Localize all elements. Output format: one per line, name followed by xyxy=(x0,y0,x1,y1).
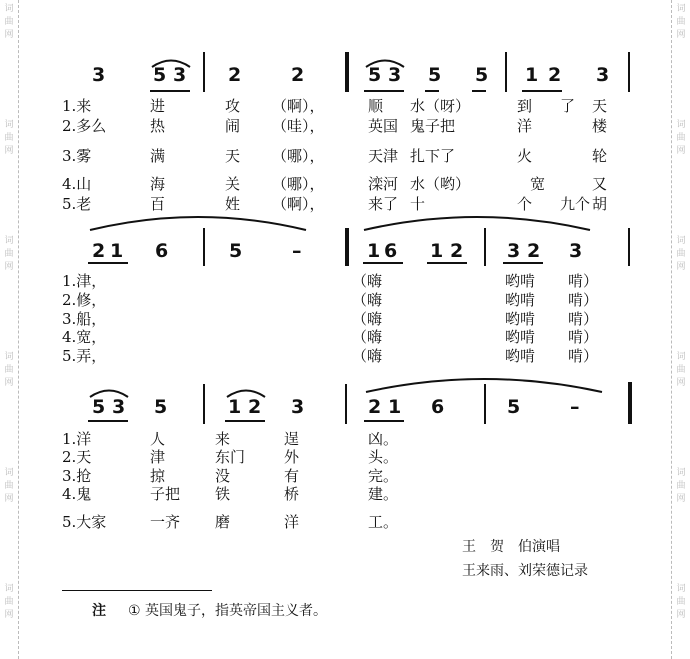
note: 5 xyxy=(153,64,167,86)
watermark-char: 词 xyxy=(676,4,686,14)
watermark-char: 词 xyxy=(4,468,14,478)
watermark-char: 词 xyxy=(676,236,686,246)
note: 3 xyxy=(291,396,305,418)
beam xyxy=(364,90,404,92)
lyric-word: 4.山 xyxy=(62,175,92,193)
lyric-word: 又 xyxy=(592,175,608,193)
lyric-word: 天 xyxy=(225,147,241,165)
note: 2 xyxy=(450,240,464,262)
lyric-word: 头。 xyxy=(368,448,399,466)
lyric-word: 啃） xyxy=(568,347,599,365)
lyric-word: 哟啃 xyxy=(505,291,536,309)
lyric-word: 攻 xyxy=(225,97,241,115)
lyric-word: 十 xyxy=(410,195,426,213)
note: 3 xyxy=(92,64,106,86)
note: 1 xyxy=(228,396,242,418)
barline xyxy=(628,228,630,266)
beam xyxy=(364,420,404,422)
note: 3 xyxy=(507,240,521,262)
beam xyxy=(427,262,467,264)
watermark-char: 网 xyxy=(4,262,14,272)
beam xyxy=(88,262,128,264)
barline xyxy=(203,228,205,266)
watermark-char: 曲 xyxy=(4,597,14,607)
watermark-char: 网 xyxy=(4,146,14,156)
note: 2 xyxy=(291,64,305,86)
lyric-word: 关 xyxy=(225,175,241,193)
watermark-char: 曲 xyxy=(676,597,686,607)
lyric-word: 3.抢 xyxy=(62,467,92,485)
lyric-word: 子把 xyxy=(150,485,181,503)
lyric-word: 来了 xyxy=(368,195,399,213)
beam xyxy=(472,90,486,92)
watermark-char: 词 xyxy=(4,352,14,362)
note: 6 xyxy=(155,240,169,262)
barline xyxy=(345,384,347,424)
lyric-word: （哇）， xyxy=(272,117,325,135)
note: 3 xyxy=(569,240,583,262)
lyric-word: 哟啃 xyxy=(505,328,536,346)
note: – xyxy=(570,396,580,418)
lyric-word: 3.船， xyxy=(62,310,107,328)
lyric-word: 外 xyxy=(284,448,300,466)
lyric-word: 来 xyxy=(215,430,231,448)
barline xyxy=(505,52,507,92)
right-margin xyxy=(671,0,690,659)
lyric-word: 天 xyxy=(592,97,608,115)
note: 6 xyxy=(431,396,445,418)
watermark-char: 曲 xyxy=(676,365,686,375)
note: 3 xyxy=(112,396,126,418)
lyric-word: 人 xyxy=(150,430,166,448)
lyric-word: 洋 xyxy=(517,117,533,135)
watermark-char: 曲 xyxy=(676,481,686,491)
lyric-word: 没 xyxy=(215,467,231,485)
lyric-word: 姓 xyxy=(225,195,241,213)
watermark-char: 词 xyxy=(4,120,14,130)
lyric-word: 扎下了 xyxy=(410,147,456,165)
lyric-word: 轮 xyxy=(592,147,608,165)
lyric-word: 海 xyxy=(150,175,166,193)
left-margin xyxy=(0,0,19,659)
lyric-word: 磨 xyxy=(215,513,231,531)
lyric-word: 完。 xyxy=(368,467,399,485)
watermark-char: 曲 xyxy=(4,17,14,27)
lyric-word: 4.鬼 xyxy=(62,485,92,503)
lyric-word: 哟啃 xyxy=(505,272,536,290)
lyric-word: 4.宽， xyxy=(62,328,107,346)
lyric-word: 宽 xyxy=(530,175,546,193)
note: 5 xyxy=(368,64,382,86)
note: 1 xyxy=(430,240,444,262)
watermark-char: 网 xyxy=(4,610,14,620)
footnote-text: ① 英国鬼子，指英帝国主义者。 xyxy=(128,603,328,619)
barline xyxy=(203,384,205,424)
lyric-word: （哪）， xyxy=(272,147,325,165)
lyric-word: 热 xyxy=(150,117,166,135)
lyric-word: 一齐 xyxy=(150,513,181,531)
lyric-word: 5.弄， xyxy=(62,347,107,365)
barline xyxy=(484,384,486,424)
watermark-char: 曲 xyxy=(4,481,14,491)
lyric-word: 滦河 xyxy=(368,175,399,193)
lyric-word: 桥 xyxy=(284,485,300,503)
lyric-word: 2.修， xyxy=(62,291,107,309)
lyric-word: 鬼子把 xyxy=(410,117,456,135)
note: 5 xyxy=(154,396,168,418)
lyric-word: 工。 xyxy=(368,513,399,531)
singer-credit: 王 贺 伯演唱 xyxy=(462,539,560,555)
lyric-word: 东门 xyxy=(215,448,246,466)
watermark-char: 网 xyxy=(4,378,14,388)
note: 3 xyxy=(173,64,187,86)
watermark-char: 网 xyxy=(676,494,686,504)
lyric-word: 啃） xyxy=(568,272,599,290)
lyric-word: （啊）， xyxy=(272,97,325,115)
lyric-word: 天津 xyxy=(368,147,399,165)
lyric-word: （嗨 xyxy=(352,347,383,365)
lyric-word: 水（哟） xyxy=(410,175,471,193)
lyric-word: 凶。 xyxy=(368,430,399,448)
note: 2 xyxy=(248,396,262,418)
lyric-word: 5.老 xyxy=(62,195,92,213)
note: 3 xyxy=(388,64,402,86)
beam xyxy=(503,262,543,264)
note: 2 xyxy=(228,64,242,86)
note: 2 xyxy=(527,240,541,262)
lyric-word: 水（呀） xyxy=(410,97,471,115)
lyric-word: 1.洋 xyxy=(62,430,92,448)
lyric-word: 进 xyxy=(150,97,166,115)
note: 1 xyxy=(525,64,539,86)
lyric-word: 到 xyxy=(517,97,533,115)
barline xyxy=(203,52,205,92)
note: 3 xyxy=(596,64,610,86)
lyric-word: 顺 xyxy=(368,97,384,115)
lyric-word: 哟啃 xyxy=(505,347,536,365)
lyric-word: 九个 xyxy=(560,195,591,213)
lyric-word: 楼 xyxy=(592,117,608,135)
lyric-word: 1.津， xyxy=(62,272,107,290)
watermark-char: 曲 xyxy=(676,133,686,143)
beam xyxy=(225,420,265,422)
lyric-word: 胡 xyxy=(592,195,608,213)
watermark-char: 网 xyxy=(676,30,686,40)
lyric-word: 火 xyxy=(517,147,533,165)
watermark-char: 词 xyxy=(676,584,686,594)
watermark-char: 词 xyxy=(4,236,14,246)
lyric-word: 建。 xyxy=(368,485,399,503)
lyric-word: 2.天 xyxy=(62,448,92,466)
lyric-word: （哪）， xyxy=(272,175,325,193)
watermark-char: 曲 xyxy=(4,365,14,375)
lyric-word: 3.雾 xyxy=(62,147,92,165)
note: 1 xyxy=(388,396,402,418)
watermark-char: 网 xyxy=(676,262,686,272)
beam xyxy=(363,262,403,264)
beam xyxy=(88,420,128,422)
lyric-word: （嗨 xyxy=(352,291,383,309)
watermark-char: 曲 xyxy=(676,249,686,259)
barline xyxy=(628,52,630,92)
note: 1 xyxy=(110,240,124,262)
note: 1 xyxy=(367,240,381,262)
lyric-word: 啃） xyxy=(568,328,599,346)
barline xyxy=(628,382,632,424)
lyric-word: 个 xyxy=(517,195,533,213)
beam xyxy=(425,90,439,92)
footnote-rule xyxy=(62,590,212,591)
watermark-char: 网 xyxy=(4,494,14,504)
note: 5 xyxy=(92,396,106,418)
lyric-word: 满 xyxy=(150,147,166,165)
barline xyxy=(345,228,349,266)
lyric-word: 2.多么 xyxy=(62,117,107,135)
note: 2 xyxy=(92,240,106,262)
barline xyxy=(345,52,349,92)
note: – xyxy=(292,240,302,262)
lyric-word: （嗨 xyxy=(352,272,383,290)
lyric-word: 了 xyxy=(560,97,576,115)
watermark-char: 曲 xyxy=(4,249,14,259)
note: 5 xyxy=(229,240,243,262)
lyric-word: （嗨 xyxy=(352,310,383,328)
watermark-char: 网 xyxy=(4,30,14,40)
note: 6 xyxy=(384,240,398,262)
watermark-char: 曲 xyxy=(4,133,14,143)
lyric-word: 洋 xyxy=(284,513,300,531)
note: 5 xyxy=(507,396,521,418)
beam xyxy=(522,90,562,92)
watermark-char: 词 xyxy=(4,584,14,594)
lyric-word: 啃） xyxy=(568,310,599,328)
watermark-char: 词 xyxy=(4,4,14,14)
watermark-char: 词 xyxy=(676,468,686,478)
lyric-word: 5.大家 xyxy=(62,513,107,531)
barline xyxy=(484,228,486,266)
watermark-char: 词 xyxy=(676,352,686,362)
lyric-word: 英国 xyxy=(368,117,399,135)
tie xyxy=(362,210,592,232)
watermark-char: 词 xyxy=(676,120,686,130)
note: 5 xyxy=(428,64,442,86)
watermark-char: 网 xyxy=(676,610,686,620)
watermark-char: 网 xyxy=(676,378,686,388)
lyric-word: （嗨 xyxy=(352,328,383,346)
lyric-word: 闹 xyxy=(225,117,241,135)
lyric-word: 有 xyxy=(284,467,300,485)
lyric-word: 1.来 xyxy=(62,97,92,115)
lyric-word: 啃） xyxy=(568,291,599,309)
note: 2 xyxy=(368,396,382,418)
lyric-word: 掠 xyxy=(150,467,166,485)
lyric-word: 百 xyxy=(150,195,166,213)
lyric-word: 哟啃 xyxy=(505,310,536,328)
lyric-word: 逞 xyxy=(284,430,300,448)
watermark-char: 网 xyxy=(676,146,686,156)
beam xyxy=(150,90,190,92)
lyric-word: 铁 xyxy=(215,485,231,503)
footnote-label: 注 xyxy=(92,603,106,619)
recorder-credit: 王来雨、刘荣德记录 xyxy=(462,563,588,579)
note: 5 xyxy=(475,64,489,86)
tie xyxy=(88,210,308,232)
lyric-word: 津 xyxy=(150,448,166,466)
watermark-char: 曲 xyxy=(676,17,686,27)
note: 2 xyxy=(548,64,562,86)
lyric-word: （啊）， xyxy=(272,195,325,213)
